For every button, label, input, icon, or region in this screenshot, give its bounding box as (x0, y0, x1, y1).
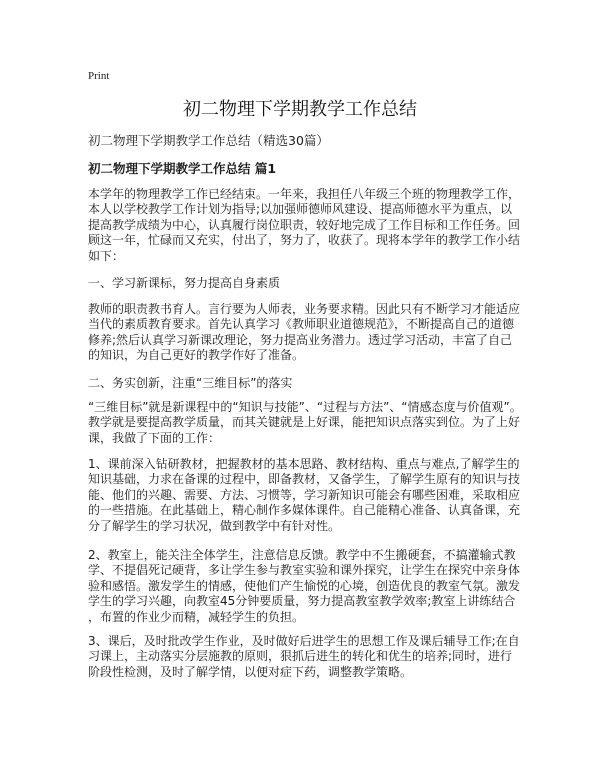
text-line: 的知识，为自己更好的教学作好了准备。 (88, 348, 305, 363)
text-line: 习课上，主动落实分层施教的原则，狠抓后进生的转化和优生的培养;同时，进行 (88, 649, 513, 664)
paragraph-intro (88, 187, 528, 264)
text-line: 2、教室上，能关注全体学生，注意信息反馈。教学中不生搬硬套，不搞灌输式教 (88, 548, 516, 562)
text-line: 一、学习新课标，努力提高自身素质 (88, 276, 281, 290)
text-line: 知识基础，力求在备课的过程中，即备教材，又备学生，了解学生原有的知识与技 (88, 472, 521, 487)
text-line: 3、课后，及时批改学生作业，及时做好后进学生的思想工作及课后辅导工作;在自 (88, 634, 520, 648)
text-line: ，布置的作业少而精，减轻学生的负担。 (88, 609, 305, 624)
section-heading: 初二物理下学期教学工作总结 篇1 (88, 161, 277, 176)
text-line: 1、课前深入钻研教材，把握教材的基本思路、教材结构、重点与难点,了解学生的 (88, 457, 520, 471)
text-line: “三维目标”就是新课程中的“知识与技能”、“过程与方法”、“情感态度与价值观”。 (88, 400, 522, 414)
text-line: 课，我做了下面的工作： (88, 430, 221, 445)
paragraph-study (88, 302, 528, 364)
text-line: 教学就是要提高教学质量，而其关键就是上好课，能把知识点落实到位。为了上好 (88, 415, 521, 430)
text-line: 教师的职责教书育人。言行要为人师表，业务要求精。因此只有不断学习才能适应 (88, 302, 521, 316)
text-line: 验和感悟。激发学生的情感，使他们产生愉悦的心境，创造优良的教室气氛。激发 (88, 578, 521, 593)
text-line: 学生的学习兴趣，向教室45分钟要质量，努力提高教室教学效率;教室上讲练结合 (88, 594, 516, 609)
text-line: 学、不提倡死记硬背，多让学生参与教室实验和课外探究，让学生在探究中亲身体 (88, 563, 521, 578)
text-line: 如下： (88, 248, 125, 263)
page-title: 初二物理下学期教学工作总结 (183, 99, 417, 120)
text-line: 本学年的物理教学工作已经结束。一年来，我担任八年级三个班的物理教学工作， (88, 187, 521, 201)
text-line: 阶段性检测，及时了解学情，以便对症下药，调整教学策略。 (88, 664, 413, 679)
subheading-1 (88, 276, 528, 291)
text-line: 能、他们的兴趣、需要、方法、习惯等，学习新知识可能会有哪些困难，采取相应 (88, 487, 521, 502)
text-line: 二、务实创新，注重“三维目标”的落实 (88, 376, 293, 390)
subheading-2 (88, 376, 528, 391)
text-line: 的一些措施。在此基础上，精心制作多媒体课件。自己能精心准备、认真备课，充 (88, 503, 521, 518)
text-line: 提高教学成绩为中心，认真履行岗位职责，较好地完成了工作目标和工作任务。回 (88, 217, 521, 232)
text-line: 分了解学生的学习状况，做到教学中有针对性。 (88, 518, 341, 533)
paragraph-item-1 (88, 457, 528, 534)
paragraph-item-2 (88, 548, 528, 625)
paragraph-item-3 (88, 634, 528, 680)
print-link[interactable]: Print (88, 70, 110, 82)
text-line: 修养;然后认真学习新课改理论，努力提高业务潜力。透过学习活动，丰富了自己 (88, 332, 513, 347)
text-line: 本人以学校教学工作计划为指导;以加强师德师风建设、提高师德水平为重点，以 (88, 202, 513, 217)
paragraph-goals (88, 400, 528, 446)
text-line: 顾这一年，忙碌而又充实，付出了，努力了，收获了。现将本学年的教学工作小结 (88, 233, 521, 248)
text-line: 当代的素质教育要求。首先认真学习《教师职业道德规范》，不断提高自己的道德 (88, 317, 515, 332)
subtitle: 初二物理下学期教学工作总结（精选30篇） (88, 133, 329, 148)
